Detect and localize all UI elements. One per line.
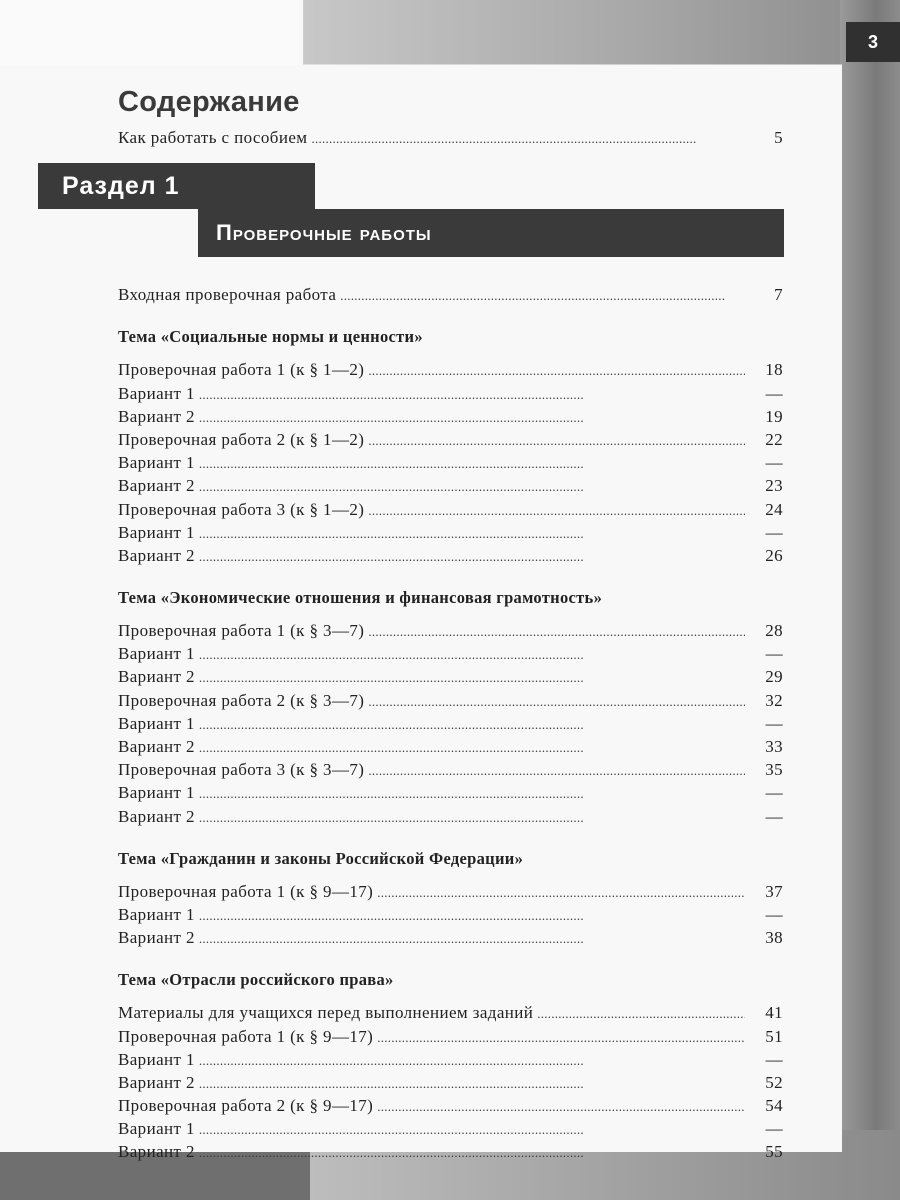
dot-leader (368, 620, 745, 643)
dot-leader (199, 1049, 745, 1072)
toc-row-label: Вариант 2 (118, 1142, 195, 1162)
toc-row-page: 52 (765, 1072, 783, 1092)
theme-title-spacer (118, 609, 783, 619)
toc-row-label: Вариант 2 (118, 545, 195, 565)
toc-row[interactable] (118, 781, 783, 804)
toc-row-page: 26 (765, 545, 783, 565)
section-header (62, 163, 783, 283)
toc-row-label: Проверочная работа 1 (к § 9—17) (118, 881, 374, 901)
toc-row-page: 24 (765, 499, 783, 519)
toc-row[interactable] (118, 880, 783, 903)
dot-leader (199, 452, 745, 475)
theme-title: Тема «Социальные нормы и ценности» (118, 327, 423, 347)
dot-leader (199, 927, 745, 950)
page-title: Содержание (118, 86, 300, 118)
toc-row-page: 33 (765, 737, 783, 756)
dot-leader (199, 736, 745, 759)
toc-row[interactable] (118, 1071, 783, 1094)
toc-row-label: Входная проверочная работа (118, 285, 337, 305)
dot-leader (199, 383, 745, 406)
dot-leader (377, 1095, 745, 1118)
dot-leader (199, 782, 745, 805)
theme-title-spacer (118, 991, 783, 1001)
toc-row-label: Как работать с пособием (118, 128, 308, 147)
dot-leader (311, 127, 745, 150)
toc-row-label: Вариант 2 (118, 406, 195, 426)
theme-title: Тема «Отрасли российского права» (118, 970, 394, 990)
toc-row-label: Проверочная работа 1 (к § 3—7) (118, 621, 365, 641)
dot-leader (368, 690, 745, 713)
toc-row-page: 29 (765, 667, 783, 687)
toc-row[interactable] (118, 1094, 783, 1117)
toc-row-label: Вариант 1 (118, 783, 195, 803)
dot-leader (368, 359, 745, 382)
toc-row-label: Вариант 2 (118, 737, 195, 756)
toc-row-label: Проверочная работа 1 (к § 9—17) (118, 1026, 374, 1046)
toc-row-label: Вариант 1 (118, 713, 195, 733)
toc-row[interactable] (118, 665, 783, 688)
toc-row[interactable] (118, 712, 783, 735)
theme-spacer (118, 567, 783, 587)
toc-row-page: 22 (765, 429, 783, 449)
dot-leader (377, 1026, 745, 1049)
toc-row[interactable] (118, 451, 783, 474)
toc-row-page: — (765, 383, 783, 403)
toc-row-page: — (765, 1119, 783, 1139)
toc-row-label: Материалы для учащихся перед выполнением заданий (118, 1003, 534, 1023)
toc-row-label: Вариант 1 (118, 1119, 195, 1139)
section-label: Раздел 1 (38, 163, 315, 209)
dot-leader (199, 713, 745, 736)
theme-spacer (118, 949, 783, 969)
section-subtitle: Проверочные работы (198, 209, 784, 257)
toc-row-page: — (765, 644, 783, 664)
toc-row[interactable] (118, 498, 783, 521)
theme-title-spacer (118, 348, 783, 358)
toc-row-intro[interactable] (118, 126, 783, 149)
toc-row-page: 51 (765, 1026, 783, 1046)
toc-row-label: Проверочная работа 3 (к § 1—2) (118, 499, 365, 519)
toc-row-page: — (765, 713, 783, 733)
toc-row[interactable] (118, 926, 783, 949)
dot-leader (340, 284, 745, 307)
toc-row-page: — (765, 1049, 783, 1069)
toc-row-page: 19 (765, 406, 783, 426)
scan-background-right (840, 0, 900, 1200)
theme-spacer (118, 828, 783, 848)
dot-leader (199, 522, 745, 545)
theme-title: Тема «Экономические отношения и финансовая грамотность» (118, 588, 603, 608)
toc-row-label: Проверочная работа 2 (к § 1—2) (118, 429, 365, 449)
toc-row[interactable] (118, 642, 783, 665)
toc-row[interactable] (118, 735, 783, 758)
toc-row[interactable] (118, 619, 783, 642)
toc-row-page: — (765, 904, 783, 924)
toc-row-page: 37 (765, 881, 783, 901)
toc-row-label: Вариант 1 (118, 644, 195, 664)
toc-row[interactable] (118, 405, 783, 428)
toc-row[interactable] (118, 428, 783, 451)
toc-row-label: Вариант 1 (118, 383, 195, 403)
toc-row-page: 41 (765, 1003, 783, 1023)
toc-row[interactable] (118, 1140, 783, 1163)
toc-row-label: Проверочная работа 2 (к § 3—7) (118, 690, 365, 710)
toc-row[interactable] (118, 1001, 783, 1024)
toc-row-label: Вариант 2 (118, 928, 195, 948)
page-top-left (0, 0, 300, 65)
toc-row[interactable] (118, 758, 783, 781)
toc-row-label: Вариант 1 (118, 522, 195, 542)
toc-row[interactable] (118, 903, 783, 926)
toc-row-page: — (765, 806, 783, 826)
toc-row-page: — (765, 522, 783, 542)
toc-row-page: 35 (765, 760, 783, 780)
toc-row-page: 23 (765, 476, 783, 496)
themes-list (118, 306, 783, 1163)
toc-row-label: Вариант 1 (118, 1049, 195, 1069)
dot-leader (199, 545, 745, 568)
toc-row[interactable] (118, 358, 783, 381)
dot-leader (199, 666, 745, 689)
toc-row-page: 18 (765, 360, 783, 380)
dot-leader (199, 1118, 745, 1141)
theme-title: Тема «Гражданин и законы Российской Федерации» (118, 848, 524, 868)
toc-row[interactable] (118, 544, 783, 567)
dot-leader (199, 475, 745, 498)
dot-leader (537, 1002, 745, 1025)
theme-title-spacer (118, 870, 783, 880)
toc-row-label: Вариант 2 (118, 1072, 195, 1092)
toc-row-label: Проверочная работа 1 (к § 1—2) (118, 360, 365, 380)
toc-row[interactable] (118, 689, 783, 712)
toc-row[interactable] (118, 1048, 783, 1071)
toc-row-page: 7 (774, 285, 783, 305)
toc-row-page: — (765, 783, 783, 803)
dot-leader (199, 904, 745, 927)
toc-row-page: 54 (765, 1096, 783, 1116)
toc-row[interactable] (118, 521, 783, 544)
toc-row[interactable] (118, 1117, 783, 1140)
toc-row-label: Вариант 1 (118, 904, 195, 924)
dot-leader (368, 759, 745, 782)
dot-leader (199, 806, 745, 829)
toc-row-page: 28 (765, 621, 783, 641)
theme-spacer (118, 306, 783, 326)
toc-row-page: 5 (774, 128, 783, 147)
toc-row[interactable] (118, 1025, 783, 1048)
toc-row-entry-work[interactable] (118, 283, 783, 306)
scan-background-top (300, 0, 900, 65)
dot-leader (368, 429, 745, 452)
toc-row-label: Вариант 2 (118, 806, 195, 826)
toc-row-label: Вариант 2 (118, 476, 195, 496)
dot-leader (199, 643, 745, 666)
toc-row-label: Вариант 2 (118, 667, 195, 687)
toc-row[interactable] (118, 805, 783, 828)
toc-row-label: Проверочная работа 3 (к § 3—7) (118, 760, 365, 780)
dot-leader (368, 499, 745, 522)
toc-row-label: Проверочная работа 2 (к § 9—17) (118, 1096, 374, 1116)
toc-row-page: 32 (765, 690, 783, 710)
table-of-contents (62, 86, 783, 1164)
dot-leader (377, 881, 745, 904)
toc-row-page: — (765, 453, 783, 473)
toc-row-label: Вариант 1 (118, 453, 195, 473)
page-number: 3 (846, 22, 900, 62)
toc-row[interactable] (118, 382, 783, 405)
dot-leader (199, 1072, 745, 1095)
dot-leader (199, 406, 745, 429)
toc-row-page: 38 (765, 928, 783, 948)
toc-row-page: 55 (765, 1142, 783, 1162)
dot-leader (199, 1141, 745, 1164)
toc-row[interactable] (118, 474, 783, 497)
